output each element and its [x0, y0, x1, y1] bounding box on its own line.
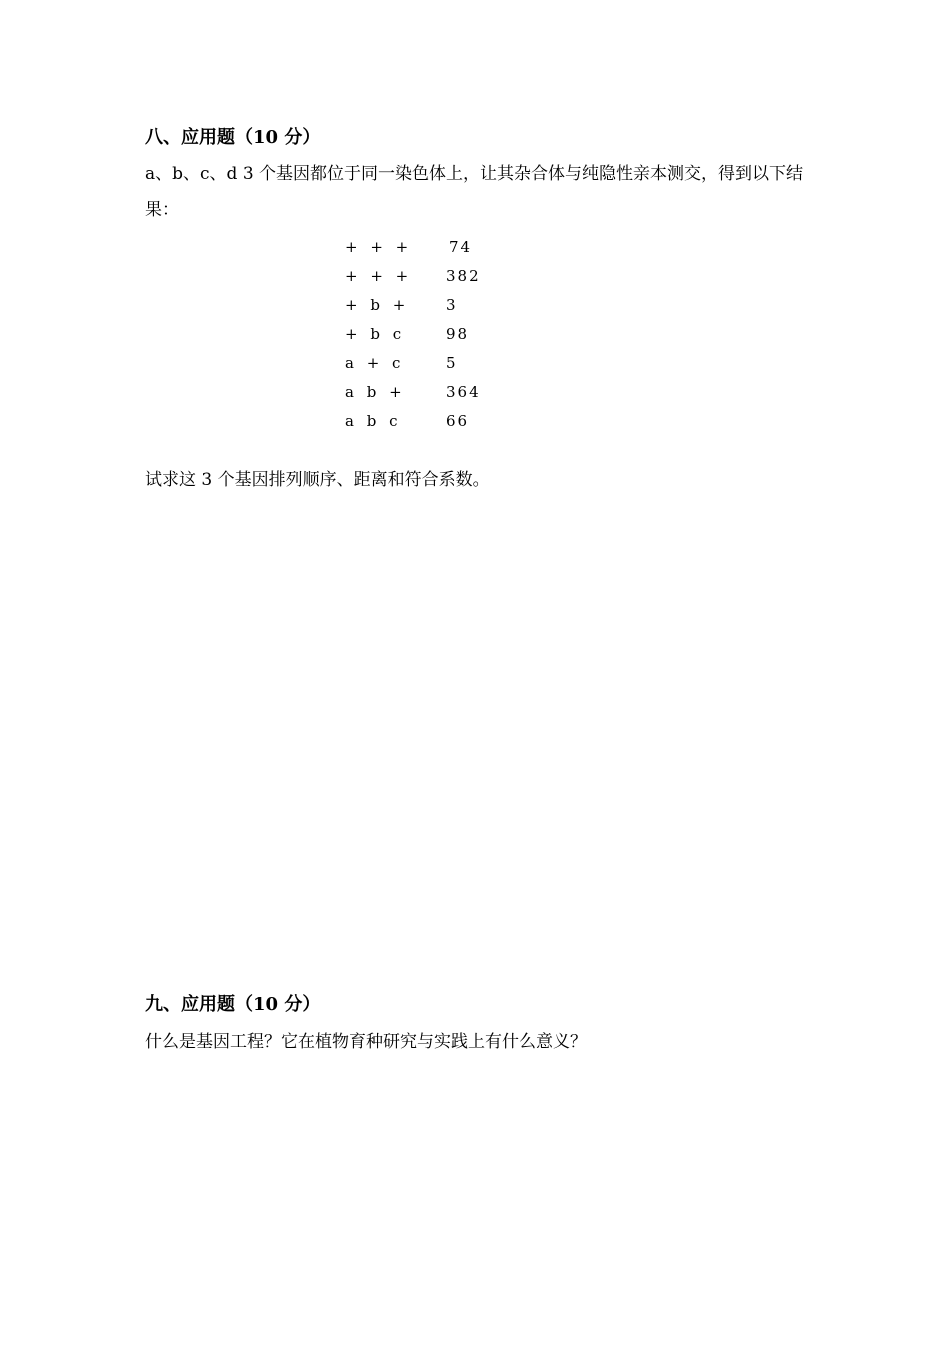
section-9-title: 九、应用题（10 分） — [145, 994, 321, 1015]
table-row — [345, 319, 509, 348]
count-cell: 66 — [446, 411, 470, 430]
table-row — [345, 406, 509, 435]
genotype-cell: a b + — [345, 382, 406, 401]
genotype-cell: + b c — [345, 324, 406, 343]
count-cell: 5 — [446, 353, 458, 372]
table-row — [345, 348, 509, 377]
section-8-question: 试求这 3 个基因排列顺序、距离和符合系数。 — [145, 470, 490, 490]
genotype-cell: + + + — [345, 266, 413, 285]
count-cell: 98 — [446, 324, 470, 343]
count-cell: 382 — [446, 266, 481, 285]
count-cell: 74 — [449, 237, 473, 256]
testcross-results-table — [345, 232, 509, 435]
table-row — [345, 377, 509, 406]
table-row — [345, 290, 509, 319]
table-row — [345, 261, 509, 290]
count-cell: 364 — [446, 382, 481, 401]
genotype-cell: a + c — [345, 353, 405, 372]
genotype-cell: a b c — [345, 411, 402, 430]
table-row — [345, 232, 509, 261]
section-9-question: 什么是基因工程？它在植物育种研究与实践上有什么意义？ — [145, 1032, 587, 1052]
section-8-intro: a、b、c、d 3 个基因都位于同一染色体上，让其杂合体与纯隐性亲本测交，得到以下结果： — [145, 164, 804, 220]
genotype-cell: + + + — [345, 237, 413, 256]
section-8-title: 八、应用题（10 分） — [145, 127, 321, 148]
count-cell: 3 — [446, 295, 458, 314]
genotype-cell: + b + — [345, 295, 410, 314]
